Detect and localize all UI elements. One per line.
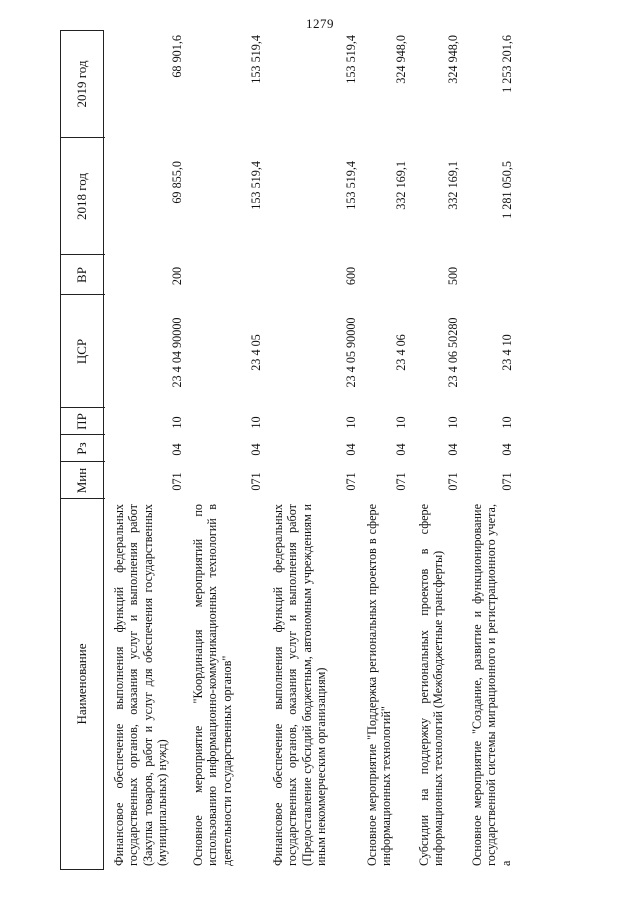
row-csr: 23 4 10 bbox=[500, 334, 514, 371]
row-csr: 23 4 06 50280 bbox=[446, 317, 460, 388]
row-pr: 10 bbox=[344, 416, 358, 429]
row-rz: 04 bbox=[446, 443, 460, 456]
header-min: Мин bbox=[74, 467, 89, 494]
row-2019: 153 519,4 bbox=[249, 35, 263, 84]
row-pr: 10 bbox=[446, 416, 460, 429]
row-rz: 04 bbox=[394, 443, 408, 456]
row-vr: 600 bbox=[344, 266, 358, 286]
header-csr: ЦСР bbox=[74, 338, 89, 365]
budget-table bbox=[60, 30, 585, 870]
row-min: 071 bbox=[344, 472, 358, 491]
table-header bbox=[60, 30, 104, 870]
row-2019: 68 901,6 bbox=[170, 35, 184, 78]
rotated-budget-table bbox=[60, 30, 585, 870]
header-pr: ПР bbox=[74, 413, 89, 430]
row-2018: 153 519,4 bbox=[249, 161, 263, 210]
table-row bbox=[365, 30, 409, 870]
header-vr: ВР bbox=[74, 267, 89, 283]
row-min: 071 bbox=[500, 472, 514, 491]
row-pr: 10 bbox=[249, 416, 263, 429]
table-row bbox=[271, 30, 358, 870]
row-min: 071 bbox=[446, 472, 460, 491]
row-name: Субсидии на поддержку региональных проектов в сфере информационных технологий (Межбюджетные трансферты) bbox=[417, 504, 446, 866]
row-name: Основное мероприятие "Координация мероприятий по использованию информационно-коммуникационных технологий в деятельности государственных органов" bbox=[191, 504, 234, 866]
row-min: 071 bbox=[249, 472, 263, 491]
row-pr: 10 bbox=[394, 416, 408, 429]
row-2018: 69 855,0 bbox=[170, 161, 184, 204]
row-2019: 324 948,0 bbox=[394, 35, 408, 84]
row-pr: 10 bbox=[500, 416, 514, 429]
header-2018: 2018 год bbox=[74, 173, 89, 220]
row-rz: 04 bbox=[170, 443, 184, 456]
row-vr: 500 bbox=[446, 266, 460, 286]
table-row bbox=[112, 30, 184, 870]
row-name: Финансовое обеспечение выполнения функций федеральных государственных органов, оказания услуг и выполнения работ (Закупка товаров, работ и услуг для обеспечения государственных (муниципальных) нужд) bbox=[112, 504, 170, 866]
row-csr: 23 4 05 90000 bbox=[344, 317, 358, 388]
page-number: 1279 bbox=[306, 16, 334, 31]
row-2018: 1 281 050,5 bbox=[500, 161, 514, 219]
header-2019: 2019 год bbox=[74, 60, 89, 108]
table-row bbox=[470, 30, 528, 870]
row-min: 071 bbox=[394, 472, 408, 491]
row-rz: 04 bbox=[344, 443, 358, 456]
row-name: Основное мероприятие "Создание, развитие и функционирование государственной системы миграционного и регистрационного учета, а bbox=[470, 504, 513, 866]
row-2019: 324 948,0 bbox=[446, 35, 460, 84]
row-2019: 1 253 201,6 bbox=[500, 35, 514, 93]
row-2018: 153 519,4 bbox=[344, 161, 358, 210]
row-pr: 10 bbox=[170, 416, 184, 429]
row-2018: 332 169,1 bbox=[394, 161, 408, 210]
row-csr: 23 4 06 bbox=[394, 334, 408, 371]
row-vr: 200 bbox=[170, 266, 184, 286]
row-rz: 04 bbox=[249, 443, 263, 456]
table-row bbox=[417, 30, 461, 870]
row-rz: 04 bbox=[500, 443, 514, 456]
header-rz: Рз bbox=[74, 442, 89, 455]
row-2019: 153 519,4 bbox=[344, 35, 358, 84]
header-name: Наименование bbox=[74, 643, 89, 725]
row-csr: 23 4 04 90000 bbox=[170, 317, 184, 388]
row-csr: 23 4 05 bbox=[249, 334, 263, 371]
row-min: 071 bbox=[170, 472, 184, 491]
row-name: Основное мероприятие "Поддержка региональных проектов в сфере информационных технологий" bbox=[365, 504, 394, 866]
row-name: Финансовое обеспечение выполнения функций федеральных государственных органов, оказания услуг и выполнения работ (Предоставление субсидий бюджетным, автономным учреждениям и иным некоммерческим организациям) bbox=[271, 504, 329, 866]
table-row bbox=[191, 30, 263, 870]
row-2018: 332 169,1 bbox=[446, 161, 460, 210]
